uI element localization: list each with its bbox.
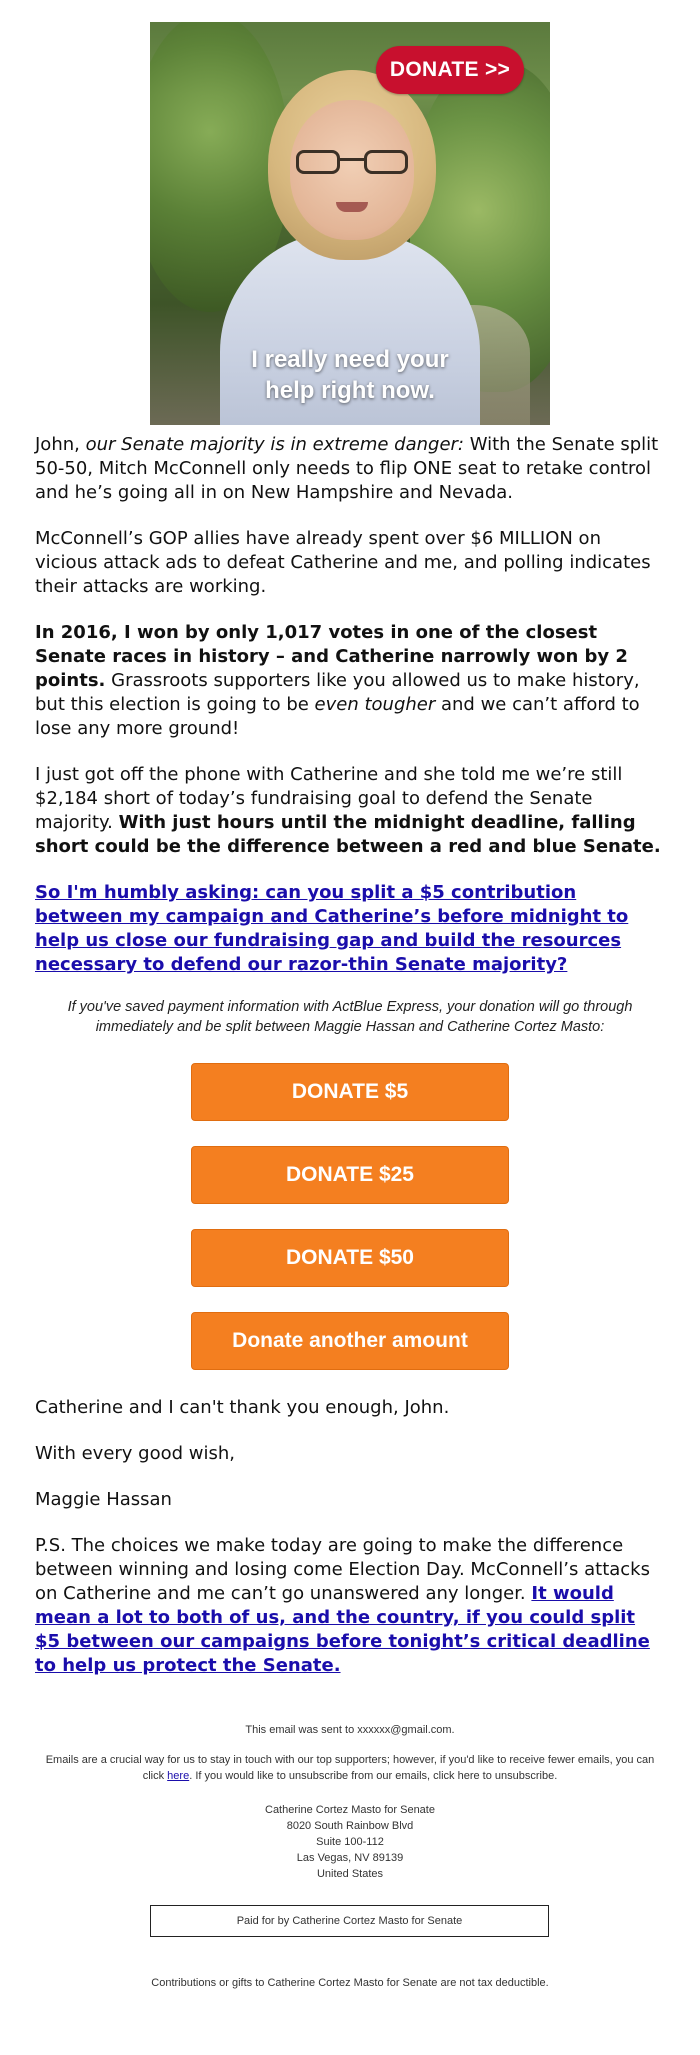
p3-bold: In 2016, I won by only 1,017 votes in one of the closest Senate races in history – and Catherine narrowly won by 2 points. xyxy=(35,622,628,691)
sign-off: With every good wish, xyxy=(35,1443,235,1464)
p3-text-b: and we can’t afford to lose any more ground! xyxy=(35,694,640,739)
address-line: Suite 100-112 xyxy=(316,1836,384,1848)
glasses-icon xyxy=(296,150,408,176)
postscript xyxy=(35,1534,665,1678)
person-mouth xyxy=(336,202,368,212)
sent-to-line: This email was sent to xxxxxx@gmail.com. xyxy=(245,1724,455,1736)
p3-text-a: Grassroots supporters like you allowed us to make history, but this election is going to be xyxy=(35,670,640,715)
signature: Maggie Hassan xyxy=(35,1489,172,1510)
paragraph-4 xyxy=(35,763,665,859)
hero-image[interactable] xyxy=(150,22,550,425)
preferences-text-b: . If you would like to unsubscribe from our emails, click here to unsubscribe. xyxy=(189,1770,558,1782)
paragraph-1 xyxy=(35,433,665,505)
p4-text: I just got off the phone with Catherine and she told me we’re still $2,184 short of today’s fundraising goal to defend the Senate majority. xyxy=(35,764,623,833)
email-preferences xyxy=(35,1752,665,1784)
p4-bold: With just hours until the midnight deadline, falling short could be the difference between a red and blue Senate. xyxy=(35,812,661,857)
donate-5-button[interactable]: DONATE $5 xyxy=(191,1063,509,1121)
paragraph-2: McConnell’s GOP allies have already spent over $6 MILLION on vicious attack ads to defeat Catherine and me, and polling indicates their attacks are working. xyxy=(35,528,651,597)
address-line: Catherine Cortez Masto for Senate xyxy=(265,1804,435,1816)
thanks-line: Catherine and I can't thank you enough, John. xyxy=(35,1397,450,1418)
actblue-note: If you've saved payment information with ActBlue Express, your donation will go through immediately and be split between Maggie Hassan and Catherine Cortez Masto: xyxy=(67,999,633,1035)
address-line: 8020 South Rainbow Blvd xyxy=(286,1820,414,1832)
mailing-address xyxy=(35,1802,665,1882)
closing-section xyxy=(35,1396,665,1678)
ask-link[interactable]: So I'm humbly asking: can you split a $5 contribution between my campaign and Catherine’s before midnight to help us close our fundraising gap and build the resources necessary to defend our razor-thin Senate majority? xyxy=(35,882,629,975)
preferences-text-a: Emails are a crucial way for us to stay in touch with our top supporters; however, if you'd like to receive fewer emails, you can click xyxy=(45,1754,655,1782)
hero-caption-line2: help right now. xyxy=(265,377,435,404)
paid-for-disclaimer: Paid for by Catherine Cortez Masto for Senate xyxy=(150,1905,549,1937)
tax-disclaimer: Contributions or gifts to Catherine Cortez Masto for Senate are not tax deductible. xyxy=(151,1977,549,1989)
p1-emphasis: our Senate majority is in extreme danger: xyxy=(85,434,464,455)
donate-50-button[interactable]: DONATE $50 xyxy=(191,1229,509,1287)
hero-caption-line1: I really need your xyxy=(251,346,449,373)
greeting-name: John, xyxy=(35,434,86,455)
fewer-emails-link[interactable]: here xyxy=(167,1770,190,1782)
address-line: United States xyxy=(316,1868,384,1880)
ps-link[interactable]: It would mean a lot to both of us, and the country, if you could split $5 between our campaigns before tonight’s critical deadline to help us protect the Senate. xyxy=(35,1583,650,1676)
paragraph-3 xyxy=(35,621,665,741)
hero-donate-button[interactable]: DONATE >> xyxy=(376,46,524,94)
footer xyxy=(35,1722,665,1882)
p1-text: With the Senate split 50-50, Mitch McConnell only needs to flip ONE seat to retake control and he’s going all in on New Hampshire and Nevada. xyxy=(35,434,659,503)
paragraph-5 xyxy=(35,881,665,977)
address-line: Las Vegas, NV 89139 xyxy=(296,1852,404,1864)
donate-other-amount-button[interactable]: Donate another amount xyxy=(191,1312,509,1370)
donate-25-button[interactable]: DONATE $25 xyxy=(191,1146,509,1204)
email-body xyxy=(35,433,665,999)
ps-text: P.S. The choices we make today are going to make the difference between winning and losing come Election Day. McConnell’s attacks on Catherine and me can’t go unanswered any longer. xyxy=(35,1535,650,1604)
p3-emphasis: even tougher xyxy=(314,694,436,715)
hero-caption xyxy=(150,344,550,406)
